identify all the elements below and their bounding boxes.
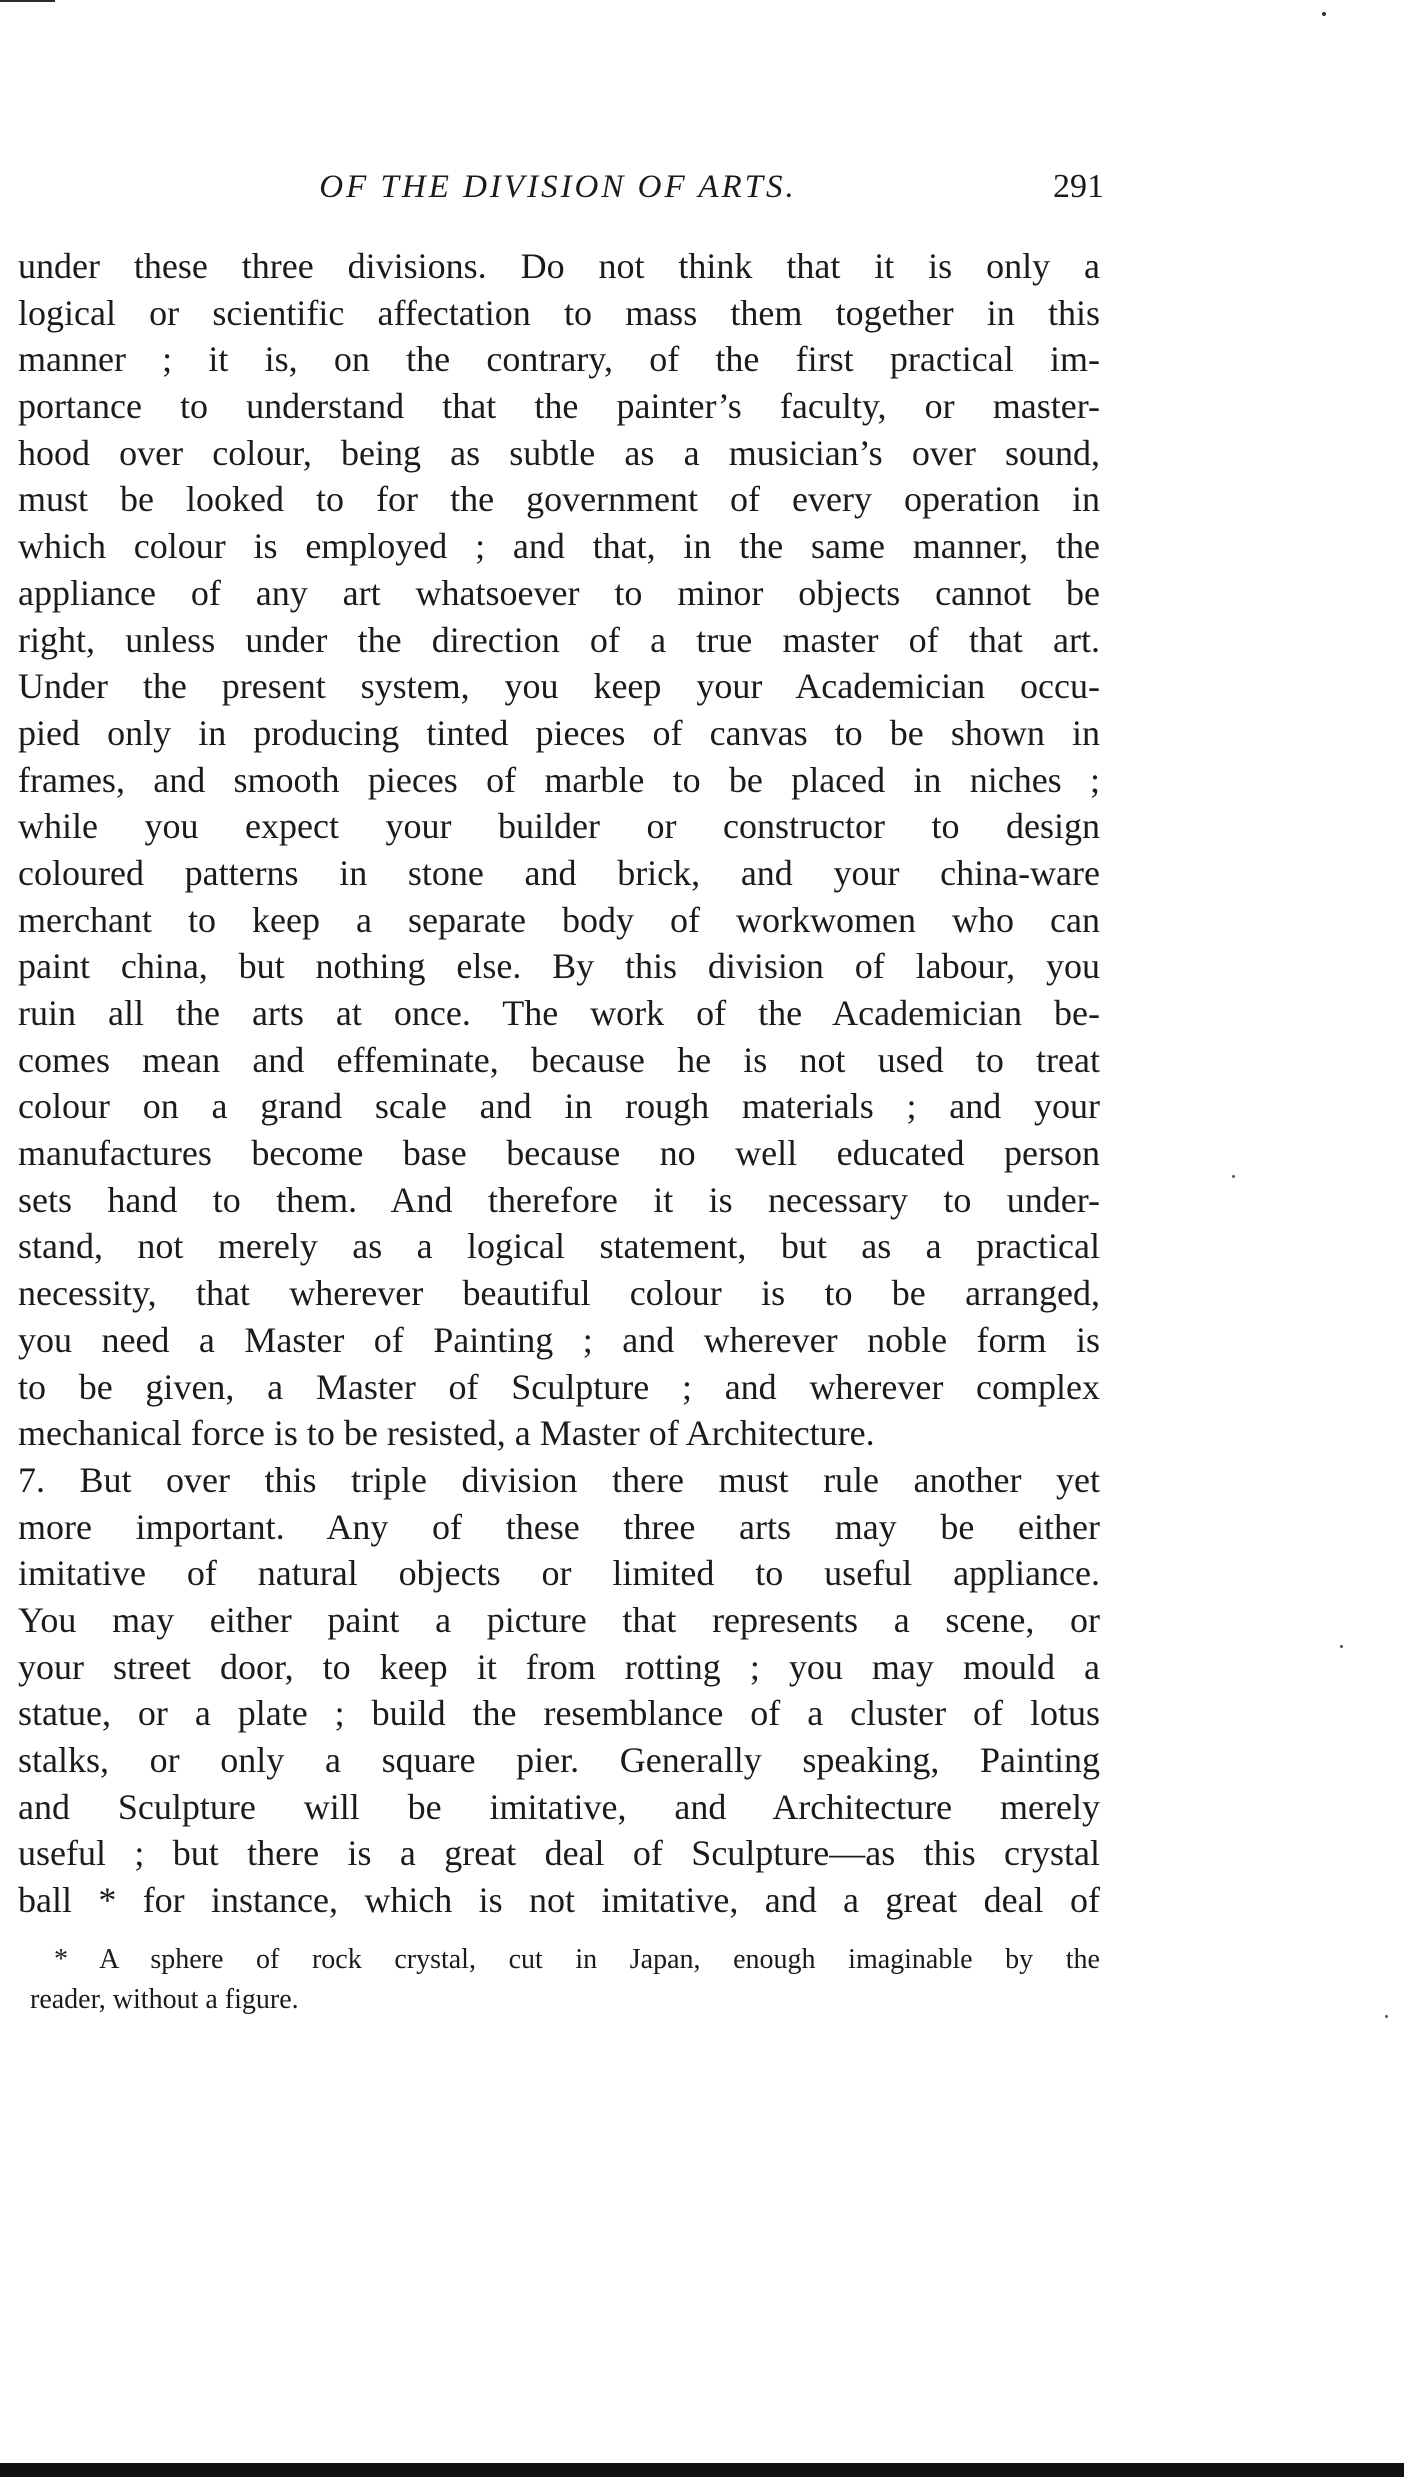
text-line: which colour is employed ; and that, in the same manner, the	[18, 526, 1100, 567]
text-line: must be looked to for the government of every operation in	[18, 479, 1100, 520]
text-line: frames, and smooth pieces of marble to be placed in niches ;	[18, 759, 1100, 800]
text-line: and Sculpture will be imitative, and Architecture merely	[18, 1786, 1100, 1827]
text-line: more important. Any of these three arts may be either	[18, 1506, 1100, 1547]
text-line: stand, not merely as a logical statement, but as a practical	[18, 1226, 1100, 1267]
text-line: statue, or a plate ; build the resemblance of a cluster of lotus	[18, 1693, 1100, 1734]
text-line: your street door, to keep it from rotting ; you may mould a	[18, 1646, 1100, 1687]
text-line: comes mean and effeminate, because he is not used to treat	[18, 1039, 1100, 1080]
text-line: you need a Master of Painting ; and wherever noble form is	[18, 1319, 1100, 1360]
text-line: ruin all the arts at once. The work of the Academician be-	[18, 993, 1100, 1033]
page-number: 291	[1053, 168, 1104, 205]
text-line: manner ; it is, on the contrary, of the first practical im-	[18, 339, 1100, 380]
text-line: imitative of natural objects or limited to useful appliance.	[18, 1553, 1100, 1594]
text-line: useful ; but there is a great deal of Sculpture—as this crystal	[18, 1833, 1100, 1874]
speck	[1340, 1645, 1343, 1648]
text-line: manufactures become base because no well educated person	[18, 1133, 1100, 1174]
text-line: sets hand to them. And therefore it is necessary to under-	[18, 1179, 1100, 1220]
text-line: right, unless under the direction of a true master of that art.	[18, 619, 1100, 660]
scan-edge	[0, 2463, 1404, 2477]
footnote-line: reader, without a figure.	[30, 1984, 299, 2015]
text-line: Under the present system, you keep your Academician occu-	[18, 666, 1100, 707]
text-line: pied only in producing tinted pieces of canvas to be shown in	[18, 712, 1100, 753]
text-line: portance to understand that the painter’s faculty, or master-	[18, 386, 1100, 427]
running-title: OF THE DIVISION OF ARTS.	[319, 169, 797, 205]
text-line: paint china, but nothing else. By this division of labour, you	[18, 946, 1100, 987]
text-line: stalks, or only a square pier. Generally speaking, Painting	[18, 1740, 1100, 1780]
speck	[1232, 1175, 1235, 1178]
text-line: appliance of any art whatsoever to minor objects cannot be	[18, 572, 1100, 613]
speck	[1322, 12, 1326, 16]
running-header	[18, 162, 1104, 212]
speck	[1385, 2015, 1388, 2018]
text-line: under these three divisions. Do not think that it is only a	[18, 246, 1100, 286]
text-line: logical or scientific affectation to mass them together in this	[18, 292, 1100, 333]
body-text	[18, 243, 1100, 1924]
text-line: hood over colour, being as subtle as a musician’s over sound,	[18, 432, 1100, 473]
footnote	[30, 1940, 1100, 2020]
text-line: colour on a grand scale and in rough materials ; and your	[18, 1086, 1100, 1127]
text-line: merchant to keep a separate body of workwomen who can	[18, 899, 1100, 940]
text-line: to be given, a Master of Sculpture ; and wherever complex	[18, 1366, 1100, 1407]
text-line: coloured patterns in stone and brick, and your china-ware	[18, 852, 1100, 893]
footnote-line: * A sphere of rock crystal, cut in Japan, enough imaginable by the	[54, 1944, 1100, 1975]
text-line: 7. But over this triple division there must rule another yet	[18, 1459, 1100, 1500]
text-line: mechanical force is to be resisted, a Master of Architecture.	[18, 1413, 875, 1454]
text-line: necessity, that wherever beautiful colour is to be arranged,	[18, 1273, 1100, 1314]
text-line: ball * for instance, which is not imitative, and a great deal of	[18, 1880, 1100, 1921]
text-line: You may either paint a picture that represents a scene, or	[18, 1599, 1100, 1640]
corner-mark	[0, 0, 55, 2]
text-line: while you expect your builder or constructor to design	[18, 806, 1100, 847]
